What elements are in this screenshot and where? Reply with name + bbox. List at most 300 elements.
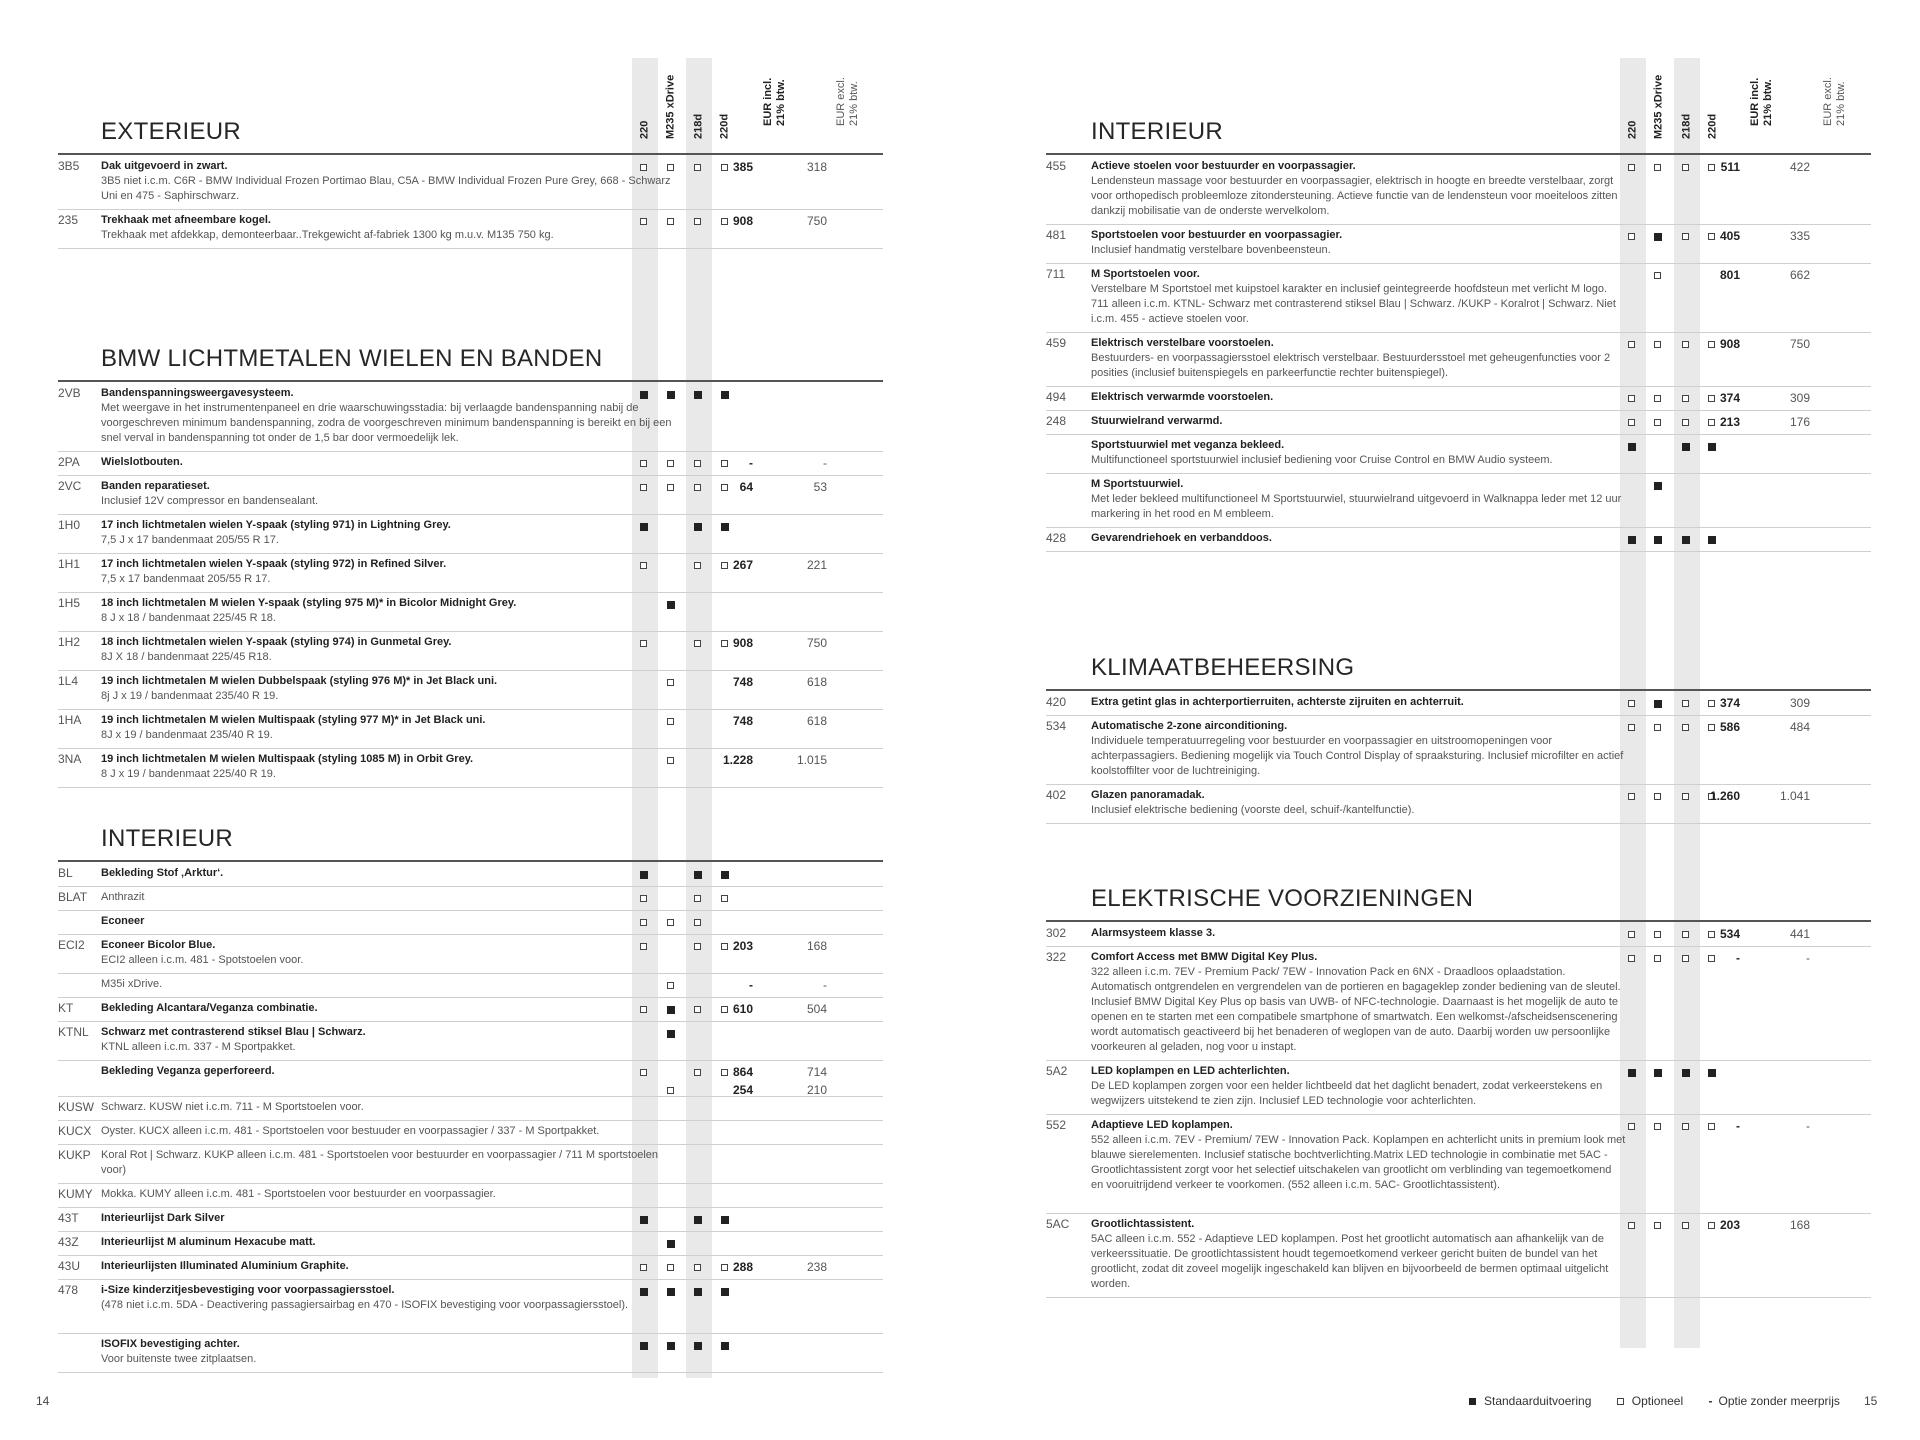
standard-marker: [1628, 536, 1636, 544]
optional-square-icon: [1617, 1398, 1624, 1405]
standard-marker: [640, 391, 648, 399]
price-incl: 385: [732, 160, 753, 174]
option-text: 8j J x 19 / bandenmaat 235/40 R 19.: [101, 690, 279, 702]
table-row: [1046, 1061, 1871, 1115]
option-text: M35i xDrive.: [101, 978, 163, 990]
optional-marker: [667, 1087, 674, 1094]
option-code: 5A2: [1046, 1064, 1068, 1078]
optional-marker: [721, 895, 728, 902]
option-title: 18 inch lichtmetalen wielen Y-spaak (styling 974) in Gunmetal Grey.: [101, 636, 452, 648]
standard-marker: [694, 523, 702, 531]
option-table: [1046, 923, 1871, 1298]
col-header-excl: EUR excl. 21% btw.: [835, 77, 860, 126]
price-incl: 374: [1719, 391, 1740, 405]
table-row: [58, 1061, 883, 1097]
option-text: 8 J x 19 / bandenmaat 225/40 R 19.: [101, 768, 276, 780]
option-table: [1046, 692, 1871, 824]
price-excl: -: [1806, 1119, 1810, 1133]
standard-marker: [721, 1288, 729, 1296]
col-header-220d: 220d: [1706, 114, 1719, 140]
option-description: [101, 386, 676, 446]
option-title: Bekleding Stof ‚Arktur‘.: [101, 867, 224, 879]
optional-marker: [640, 484, 647, 491]
optional-marker: [640, 1006, 647, 1013]
table-row: [1046, 411, 1871, 435]
option-code: 494: [1046, 390, 1067, 404]
standard-marker: [1682, 443, 1690, 451]
optional-marker: [640, 164, 647, 171]
standard-marker: [1708, 443, 1716, 451]
standard-marker: [721, 1216, 729, 1224]
section-rule: [1046, 689, 1871, 691]
option-description: [101, 596, 676, 626]
price-excl: 618: [806, 675, 827, 689]
price-incl: 748: [732, 714, 753, 728]
option-description: [101, 977, 676, 992]
option-text: Trekhaak met afdekkap, demonteerbaar..Trekgewicht af-fabriek 1300 kg m.u.v. M135 750 kg.: [101, 229, 554, 241]
price-incl: 64: [739, 480, 753, 494]
table-row: [58, 935, 883, 974]
option-description: [101, 1025, 676, 1055]
optional-marker: [1628, 395, 1635, 402]
option-title: Automatische 2-zone airconditioning.: [1091, 720, 1288, 732]
option-description: [1091, 228, 1626, 258]
option-description: [1091, 438, 1626, 468]
table-row: [58, 1208, 883, 1232]
price-excl: 335: [1789, 229, 1810, 243]
option-title: Econeer Bicolor Blue.: [101, 939, 216, 951]
option-description: [101, 518, 676, 548]
optional-marker: [640, 1264, 647, 1271]
price-excl: 53: [813, 480, 827, 494]
option-title: 17 inch lichtmetalen wielen Y-spaak (styling 972) in Refined Silver.: [101, 558, 447, 570]
option-description: [101, 1001, 676, 1016]
optional-marker: [640, 562, 647, 569]
optional-marker: [1628, 164, 1635, 171]
optional-marker: [640, 640, 647, 647]
optional-marker: [667, 919, 674, 926]
table-row: [1046, 528, 1871, 552]
legend-optional: Optioneel: [1617, 1394, 1683, 1408]
option-description: [101, 635, 676, 665]
table-row: [1046, 435, 1871, 474]
table-row: [58, 1232, 883, 1256]
optional-marker: [1628, 793, 1635, 800]
price-incl: 203: [732, 939, 753, 953]
table-row: [1046, 947, 1871, 1061]
col-header-incl: EUR incl. 21% btw.: [1749, 77, 1774, 126]
option-code: 534: [1046, 719, 1067, 733]
standard-marker: [667, 601, 675, 609]
price-excl: -: [823, 456, 827, 470]
option-text: 3B5 niet i.c.m. C6R - BMW Individual Frozen Portimao Blau, C5A - BMW Individual Frozen Pure Grey, 668 - Schwarz Uni en 475 - Saphirschwarz.: [101, 175, 671, 202]
optional-marker: [1654, 395, 1661, 402]
standard-marker: [1654, 700, 1662, 708]
option-title: Banden reparatieset.: [101, 480, 210, 492]
option-description: [1091, 950, 1626, 1055]
option-title: Interieurlijsten Illuminated Aluminium Graphite.: [101, 1260, 349, 1272]
option-description: [1091, 926, 1626, 941]
standard-marker: [1654, 1069, 1662, 1077]
price-incl: 288: [732, 1260, 753, 1274]
table-row: [1046, 716, 1871, 785]
table-row: [58, 1097, 883, 1121]
option-code: 1H2: [58, 635, 81, 649]
price-excl: 210: [806, 1083, 827, 1097]
option-text: Mokka. KUMY alleen i.c.m. 481 - Sportstoelen voor bestuurder en voorpassagier.: [101, 1188, 496, 1200]
optional-marker: [667, 218, 674, 225]
price-incl: 586: [1719, 720, 1740, 734]
standard-marker: [1628, 1069, 1636, 1077]
option-text: Multifunctioneel sportstuurwiel inclusief bediening voor Cruise Control en BMW Audio systeem.: [1091, 454, 1553, 466]
section-title: KLIMAATBEHEERSING: [1091, 654, 1355, 681]
option-code: 5AC: [1046, 1217, 1070, 1231]
legend-standard: Standaarduitvoering: [1469, 1394, 1591, 1408]
table-row: [58, 210, 883, 249]
col-header-220d: 220d: [718, 114, 731, 140]
table-row: [58, 452, 883, 476]
option-description: [101, 159, 676, 204]
standard-marker: [640, 523, 648, 531]
option-text: 322 alleen i.c.m. 7EV - Premium Pack/ 7EW - Innovation Pack en 6NX - Draadloos oplaadstation. Automatisch ontgrendelen en vergrendelen van de portieren en bagageklep zonder bediening van de sleutel. Inclusief BMW Digital Key Plus op basis van UWB- of NFC-technologie. Daarnaast is het mogelijk de auto te openen en te starten met een compatibele smartphone of smartwatch. Een welkomst-/afscheidsenscenering wordt automatisch geactiveerd bij het benaderen of weglopen van de auto. Daarbij worden uw persoonlijke voorkeuren al geladen, nog voor u instapt.: [1091, 966, 1621, 1053]
price-incl: 610: [732, 1002, 753, 1016]
optional-marker: [1654, 1123, 1661, 1130]
standard-marker: [694, 871, 702, 879]
option-title: Trekhaak met afneembare kogel.: [101, 214, 271, 226]
option-table: [1046, 156, 1871, 552]
price-incl: 1.260: [1709, 789, 1740, 803]
page-number: 15: [1864, 1394, 1878, 1408]
price-incl: 908: [732, 636, 753, 650]
option-text: 8J x 19 / bandenmaat 235/40 R 19.: [101, 729, 273, 741]
option-text: 7,5 x 17 bandenmaat 205/55 R 17.: [101, 573, 271, 585]
section-rule: [58, 380, 883, 382]
price-incl: 534: [1719, 927, 1740, 941]
standard-marker: [721, 871, 729, 879]
price-incl: 511: [1720, 160, 1740, 174]
option-title: M Sportstoelen voor.: [1091, 268, 1200, 280]
option-title: Alarmsysteem klasse 3.: [1091, 927, 1216, 939]
option-code: 481: [1046, 228, 1067, 242]
option-title: 19 inch lichtmetalen M wielen Multispaak (styling 1085 M) in Orbit Grey.: [101, 753, 474, 765]
option-title: Sportstuurwiel met veganza bekleed.: [1091, 439, 1285, 451]
optional-marker: [640, 1069, 647, 1076]
price-incl: 254: [732, 1083, 753, 1097]
option-description: [1091, 1118, 1626, 1193]
optional-marker: [640, 943, 647, 950]
option-title: Bandenspanningsweergavesysteem.: [101, 387, 294, 399]
option-description: [101, 1100, 676, 1115]
page-number: 14: [36, 1394, 50, 1408]
price-incl: 267: [732, 558, 753, 572]
section-title: INTERIEUR: [101, 825, 234, 852]
table-row: [58, 476, 883, 515]
col-header-220: 220: [638, 121, 651, 140]
optional-marker: [640, 218, 647, 225]
standard-marker: [1654, 233, 1662, 241]
table-row: [1046, 1115, 1871, 1214]
option-code: 43U: [58, 1259, 81, 1273]
option-description: [101, 938, 676, 968]
table-row: [58, 1184, 883, 1208]
optional-marker: [1628, 931, 1635, 938]
table-row: [58, 632, 883, 671]
price-incl: 405: [1719, 229, 1740, 243]
standard-marker: [721, 1342, 729, 1350]
option-description: [101, 455, 676, 470]
option-code: 2VB: [58, 386, 81, 400]
optional-marker: [1654, 272, 1661, 279]
option-text: Koral Rot | Schwarz. KUKP alleen i.c.m. 481 - Sportstoelen voor bestuurder en voorpassagier / 711 M sportstoelen voor): [101, 1149, 659, 1176]
option-description: [101, 1211, 676, 1226]
standard-marker: [1654, 536, 1662, 544]
price-incl: 748: [732, 675, 753, 689]
table-row: [1046, 692, 1871, 716]
price-excl: 441: [1789, 927, 1810, 941]
option-title: Extra getint glas in achterportierruiten, achterste zijruiten en achterruit.: [1091, 696, 1464, 708]
price-incl: -: [1736, 951, 1740, 965]
standard-marker: [721, 523, 729, 531]
option-title: Adaptieve LED koplampen.: [1091, 1119, 1233, 1131]
col-header-218d: 218d: [692, 114, 705, 140]
option-text: Inclusief handmatig verstelbare bovenbeensteun.: [1091, 244, 1331, 256]
option-title: i-Size kinderzitjesbevestiging voor voorpassagiersstoel.: [101, 1284, 395, 1296]
price-excl: 484: [1789, 720, 1810, 734]
option-text: 7,5 J x 17 bandenmaat 205/55 R 17.: [101, 534, 279, 546]
section-title: BMW LICHTMETALEN WIELEN EN BANDEN: [101, 345, 603, 372]
table-row: [58, 749, 883, 788]
option-text: 8 J x 18 / bandenmaat 225/45 R 18.: [101, 612, 276, 624]
option-code: BLAT: [58, 890, 88, 904]
table-row: [58, 911, 883, 935]
optional-marker: [1628, 955, 1635, 962]
optional-marker: [1628, 1123, 1635, 1130]
option-code: 3B5: [58, 159, 80, 173]
option-code: KUSW: [58, 1100, 94, 1114]
price-excl: 750: [1789, 337, 1810, 351]
optional-marker: [1654, 793, 1661, 800]
optional-marker: [667, 718, 674, 725]
section-title: INTERIEUR: [1091, 118, 1224, 145]
option-description: [101, 914, 676, 929]
option-description: [101, 479, 676, 509]
option-code: 43Z: [58, 1235, 79, 1249]
standard-marker: [1682, 1069, 1690, 1077]
standard-marker: [1682, 536, 1690, 544]
option-code: 1L4: [58, 674, 79, 688]
option-title: Bekleding Veganza geperforeerd.: [101, 1065, 275, 1077]
col-header-m235: M235 xDrive: [664, 75, 677, 140]
optional-marker: [667, 1264, 674, 1271]
standard-marker: [667, 1288, 675, 1296]
option-code: KTNL: [58, 1025, 89, 1039]
option-table: [58, 383, 883, 788]
standard-marker: [667, 1006, 675, 1014]
option-description: [1091, 477, 1626, 522]
standard-square-icon: [1469, 1398, 1476, 1405]
table-row: [58, 515, 883, 554]
option-title: ISOFIX bevestiging achter.: [101, 1338, 240, 1350]
option-description: [1091, 1217, 1626, 1292]
option-description: [101, 890, 676, 905]
option-description: [1091, 336, 1626, 381]
option-code: 552: [1046, 1118, 1067, 1132]
optional-marker: [667, 982, 674, 989]
col-header-excl: EUR excl. 21% btw.: [1822, 77, 1847, 126]
price-excl: 309: [1789, 696, 1810, 710]
price-excl: 1.015: [796, 753, 827, 767]
col-header-incl: EUR incl. 21% btw.: [762, 77, 787, 126]
price-excl: 750: [806, 214, 827, 228]
optional-marker: [1628, 724, 1635, 731]
table-row: [1046, 1214, 1871, 1298]
option-code: 302: [1046, 926, 1067, 940]
table-row: [58, 974, 883, 998]
table-row: [1046, 156, 1871, 225]
standard-marker: [667, 1240, 675, 1248]
option-code: 1H1: [58, 557, 81, 571]
option-code: 420: [1046, 695, 1067, 709]
optional-marker: [1654, 164, 1661, 171]
section-rule: [58, 860, 883, 862]
standard-marker: [640, 871, 648, 879]
option-description: [101, 713, 676, 743]
option-text: Oyster. KUCX alleen i.c.m. 481 - Sportstoelen voor bestuuder en voorpassagier / 337 - M Sportpakket.: [101, 1125, 600, 1137]
table-row: [58, 554, 883, 593]
price-incl: 908: [1719, 337, 1740, 351]
option-text: Inclusief 12V compressor en bandensealant.: [101, 495, 319, 507]
option-text: Lendensteun massage voor bestuurder en voorpassagier, elektrisch in hoogte en breedte verstelbaar, zorgt voor orthopedisch probleemloze zitondersteuning. Actieve functie van de lendensteun voor moeiteloos zitten dankzij mobilisatie van de onderste wervelkolom.: [1091, 175, 1618, 217]
col-header-220: 220: [1626, 121, 1639, 140]
option-description: [1091, 159, 1626, 219]
standard-marker: [1654, 482, 1662, 490]
option-code: 459: [1046, 336, 1067, 350]
price-excl: 714: [806, 1065, 827, 1079]
table-row: [1046, 923, 1871, 947]
option-description: [1091, 695, 1626, 710]
standard-marker: [694, 1216, 702, 1224]
option-text: Voor buitenste twee zitplaatsen.: [101, 1353, 257, 1365]
price-excl: 168: [1789, 1218, 1810, 1232]
option-title: Interieurlijst Dark Silver: [101, 1212, 225, 1224]
option-code: KUMY: [58, 1187, 93, 1201]
option-description: [1091, 719, 1626, 779]
table-row: [58, 998, 883, 1022]
optional-marker: [1654, 955, 1661, 962]
optional-marker: [1628, 341, 1635, 348]
option-description: [101, 1064, 676, 1079]
price-excl: 662: [1789, 268, 1810, 282]
option-code: 1H0: [58, 518, 81, 532]
optional-marker: [1654, 341, 1661, 348]
price-excl: 168: [806, 939, 827, 953]
option-code: 402: [1046, 788, 1067, 802]
price-incl: -: [749, 978, 753, 992]
option-description: [101, 1283, 676, 1313]
option-title: 18 inch lichtmetalen M wielen Y-spaak (styling 975 M)* in Bicolor Midnight Grey.: [101, 597, 517, 609]
price-excl: 750: [806, 636, 827, 650]
standard-marker: [694, 391, 702, 399]
option-title: Elektrisch verwarmde voorstoelen.: [1091, 391, 1274, 403]
price-incl: 374: [1719, 696, 1740, 710]
option-description: [101, 1148, 676, 1178]
option-text: Bestuurders- en voorpassagiersstoel elektrisch verstelbaar. Bestuurdersstoel met geheugenfuncties voor 2 posities (inclusief buitenspiegels en parkeerfunctie rechter buitenspiegel).: [1091, 352, 1611, 379]
section-rule: [58, 153, 883, 155]
price-incl: -: [1736, 1119, 1740, 1133]
col-header-m235: M235 xDrive: [1652, 75, 1665, 140]
optional-marker: [1628, 233, 1635, 240]
option-title: Schwarz met contrasterend stiksel Blau | Schwarz.: [101, 1026, 366, 1038]
optional-marker: [1628, 700, 1635, 707]
table-row: [1046, 264, 1871, 333]
standard-marker: [640, 1216, 648, 1224]
option-text: Individuele temperatuurregeling voor bestuurder en voorpassagier en uitstroomopeningen voor achterpassagiers. Bediening mogelijk via Touch Control Display of spraaksturing. Inclusief microfilter en actief koolstoffilter voor de luchtreiniging.: [1091, 735, 1624, 777]
price-excl: 176: [1789, 415, 1810, 429]
section-title: ELEKTRISCHE VOORZIENINGEN: [1091, 885, 1474, 912]
optional-marker: [1654, 931, 1661, 938]
table-row: [1046, 785, 1871, 824]
option-title: M Sportstuurwiel.: [1091, 478, 1184, 490]
price-incl: 801: [1719, 268, 1740, 282]
option-title: Econeer: [101, 915, 145, 927]
option-description: [1091, 390, 1626, 405]
option-description: [101, 866, 676, 881]
table-row: [58, 1256, 883, 1280]
standard-marker: [667, 1342, 675, 1350]
price-excl: 221: [806, 558, 827, 572]
option-table: [58, 863, 883, 1373]
option-title: Interieurlijst M aluminum Hexacube matt.: [101, 1236, 316, 1248]
right-page: [960, 0, 1920, 1440]
option-title: Gevarendriehoek en verbanddoos.: [1091, 532, 1272, 544]
option-code: 1HA: [58, 713, 82, 727]
price-incl: -: [749, 456, 753, 470]
optional-marker: [667, 679, 674, 686]
optional-marker: [667, 757, 674, 764]
option-title: Sportstoelen voor bestuurder en voorpassagier.: [1091, 229, 1343, 241]
col-header-218d: 218d: [1680, 114, 1693, 140]
option-code: 455: [1046, 159, 1067, 173]
price-excl: 1.041: [1779, 789, 1810, 803]
optional-marker: [1654, 724, 1661, 731]
table-row: [58, 383, 883, 452]
option-text: Verstelbare M Sportstoel met kuipstoel karakter en inclusief geintegreerde hoofdsteun met verlicht M logo. 711 alleen i.c.m. KTNL- Schwarz met contrasterend stiksel Blau | Schwarz. /KUKP - Koralrot | Schwarz. Niet i.c.m. 455 - actieve stoelen voor.: [1091, 283, 1616, 325]
optional-marker: [667, 164, 674, 171]
standard-marker: [640, 1288, 648, 1296]
standard-marker: [1628, 443, 1636, 451]
option-description: [1091, 414, 1626, 429]
option-title: Glazen panoramadak.: [1091, 789, 1205, 801]
option-description: [101, 1259, 676, 1274]
option-title: 19 inch lichtmetalen M wielen Dubbelspaak (styling 976 M)* in Jet Black uni.: [101, 675, 498, 687]
option-description: [1091, 1064, 1626, 1109]
price-excl: 318: [806, 160, 827, 174]
price-excl: 309: [1789, 391, 1810, 405]
option-code: KUKP: [58, 1148, 91, 1162]
option-text: De LED koplampen zorgen voor een helder lichtbeeld dat het daglicht benadert, zodat verkeerstekens en wegwijzers uitstekend te zien zijn. Inclusief LED technologie voor achterlichten.: [1091, 1080, 1603, 1107]
option-description: [101, 557, 676, 587]
optional-marker: [694, 919, 701, 926]
standard-marker: [667, 391, 675, 399]
price-excl: -: [823, 978, 827, 992]
option-description: [101, 752, 676, 782]
option-code: 2PA: [58, 455, 80, 469]
optional-marker: [640, 919, 647, 926]
section-rule: [1046, 153, 1871, 155]
table-row: [1046, 474, 1871, 528]
option-code: 235: [58, 213, 79, 227]
table-row: [58, 1334, 883, 1373]
